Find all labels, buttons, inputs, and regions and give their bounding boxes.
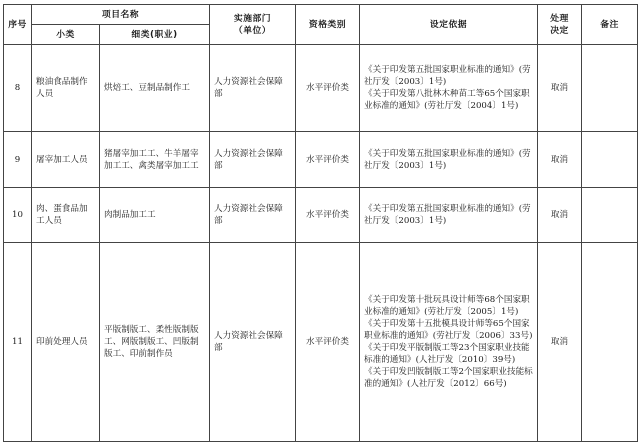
header-small-class: 小类 (32, 25, 100, 45)
header-item-name: 项目名称 (32, 5, 210, 25)
cell-small-class: 屠宰加工人员 (32, 132, 100, 188)
cell-remarks (582, 188, 638, 243)
header-basis: 设定依据 (360, 5, 538, 45)
basis-item: 《关于印发第八批林木种苗工等65个国家职业标准的通知》(劳社厅发〔2004〕1号) (364, 89, 530, 111)
basis-item: 《关于印发第十五批模具设计师等65个国家职业标准的通知》(劳社厅发〔2006〕33号) (364, 319, 533, 341)
cell-decision: 取消 (538, 188, 582, 243)
basis-item: 《关于印发第五批国家职业标准的通知》(劳社厅发〔2003〕1号) (364, 65, 531, 87)
cell-decision: 取消 (538, 243, 582, 442)
cell-remarks (582, 45, 638, 132)
cell-small-class: 粮油食品制作人员 (32, 45, 100, 132)
cell-basis (360, 132, 538, 188)
cell-small-class: 印前处理人员 (32, 243, 100, 442)
cell-decision: 取消 (538, 132, 582, 188)
cell-qual-type: 水平评价类 (296, 188, 360, 243)
cell-dept: 人力资源社会保障部 (210, 132, 296, 188)
qualification-table (3, 4, 638, 442)
table-row (4, 45, 638, 132)
cell-qual-type: 水平评价类 (296, 132, 360, 188)
cell-remarks (582, 243, 638, 442)
header-dept: 实施部门 （单位） (210, 5, 296, 45)
cell-qual-type: 水平评价类 (296, 243, 360, 442)
cell-sub-class: 烘焙工、豆制品制作工 (100, 45, 210, 132)
cell-qual-type: 水平评价类 (296, 45, 360, 132)
basis-item: 《关于印发凹版制版工等2个国家职业技能标准的通知》(人社厅发〔2012〕66号) (364, 367, 533, 389)
cell-basis (360, 188, 538, 243)
cell-sub-class: 肉制品加工工 (100, 188, 210, 243)
table-header (4, 5, 638, 45)
cell-seq: 8 (4, 45, 32, 132)
header-decision: 处理 决定 (538, 5, 582, 45)
basis-item: 《关于印发平版制版工等23个国家职业技能标准的通知》(人社厅发〔2010〕39号) (364, 343, 530, 365)
cell-dept: 人力资源社会保障部 (210, 243, 296, 442)
cell-seq: 10 (4, 188, 32, 243)
basis-item: 《关于印发第十批玩具设计师等68个国家职业标准的通知》(劳社厅发〔2005〕1号) (364, 295, 530, 317)
header-sub-class: 细类(职业) (100, 25, 210, 45)
cell-seq: 11 (4, 243, 32, 442)
cell-seq: 9 (4, 132, 32, 188)
cell-decision: 取消 (538, 45, 582, 132)
basis-item: 《关于印发第五批国家职业标准的通知》(劳社厅发〔2003〕1号) (364, 204, 531, 226)
cell-basis (360, 45, 538, 132)
table-body (4, 45, 638, 442)
cell-dept: 人力资源社会保障部 (210, 45, 296, 132)
header-remarks: 备注 (582, 5, 638, 45)
header-seq: 序号 (4, 5, 32, 45)
cell-small-class: 肉、蛋食品加工人员 (32, 188, 100, 243)
cell-dept: 人力资源社会保障部 (210, 188, 296, 243)
table-row (4, 188, 638, 243)
cell-sub-class: 猪屠宰加工工、牛羊屠宰加工工、禽类屠宰加工工 (100, 132, 210, 188)
cell-basis (360, 243, 538, 442)
table-row (4, 132, 638, 188)
cell-sub-class: 平版制版工、柔性版制版工、网版制版工、凹版制版工、印前制作员 (100, 243, 210, 442)
cell-remarks (582, 132, 638, 188)
table-row (4, 243, 638, 442)
header-qual-type: 资格类别 (296, 5, 360, 45)
basis-item: 《关于印发第五批国家职业标准的通知》(劳社厅发〔2003〕1号) (364, 148, 531, 171)
